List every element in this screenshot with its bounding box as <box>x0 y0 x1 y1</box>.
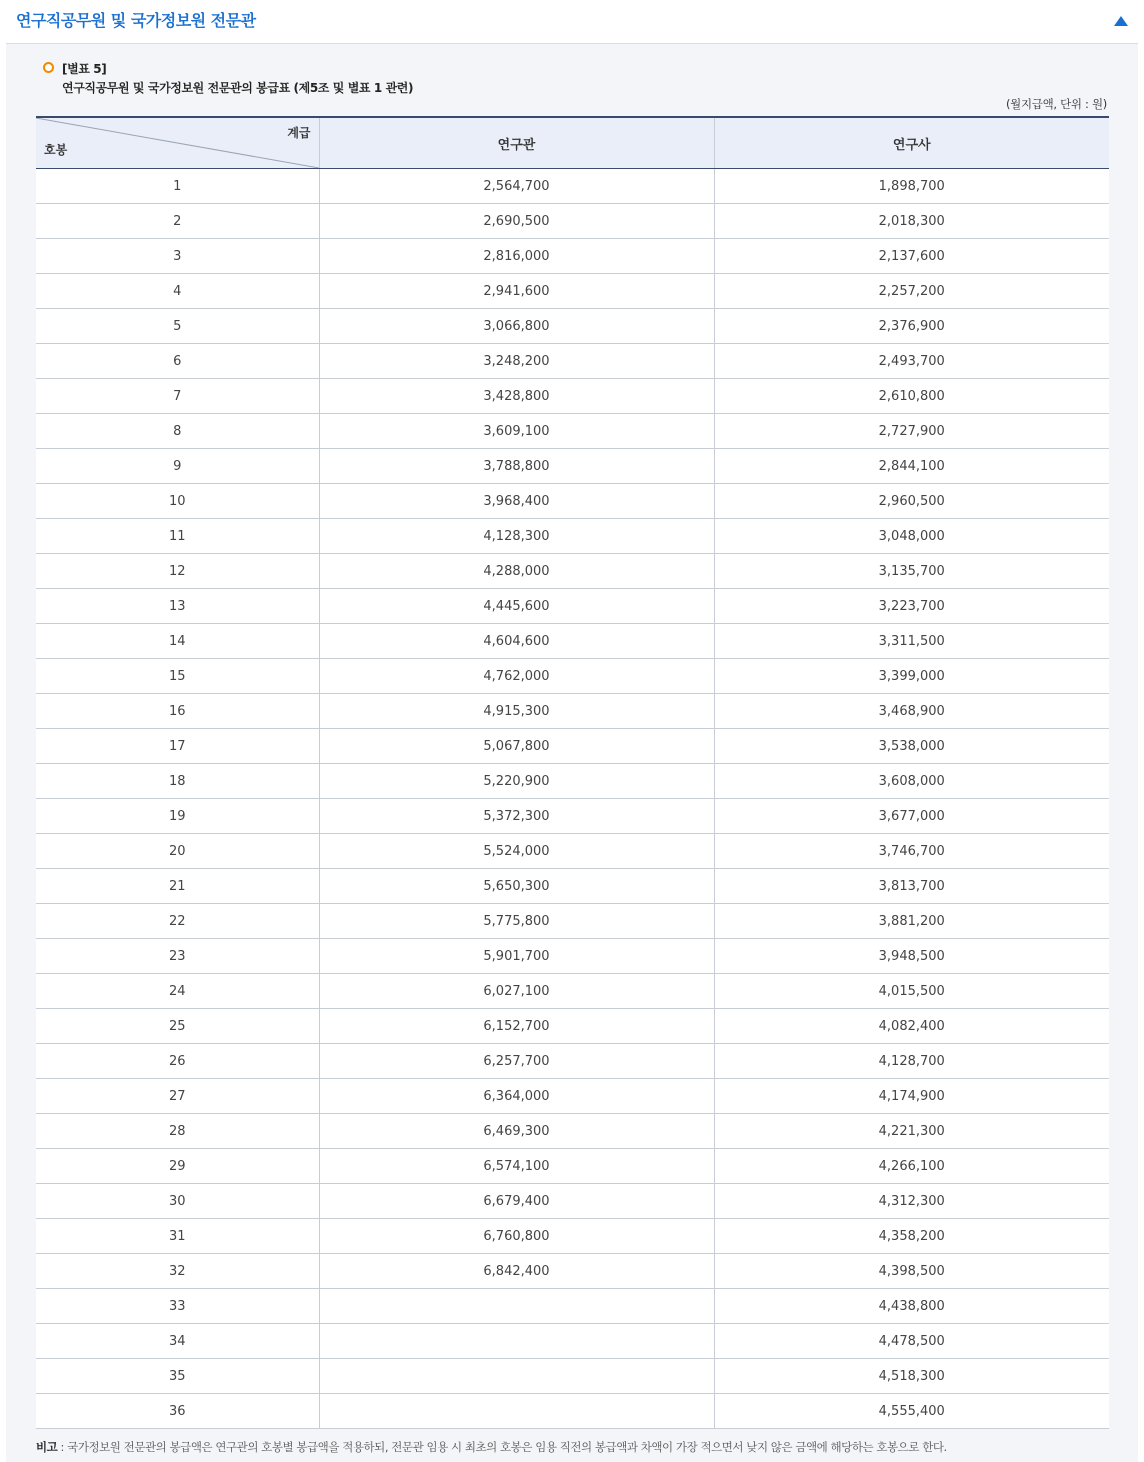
assistant-salary-cell: 2,610,800 <box>714 379 1109 414</box>
table-row <box>36 1359 1109 1394</box>
step-cell: 10 <box>36 484 319 519</box>
salary-table-body <box>36 169 1109 1429</box>
researcher-salary-cell: 4,915,300 <box>319 694 714 729</box>
assistant-salary-cell: 4,555,400 <box>714 1394 1109 1429</box>
corner-label-step: 호봉 <box>44 143 68 157</box>
accordion-header[interactable] <box>6 0 1138 44</box>
researcher-salary-cell: 4,762,000 <box>319 659 714 694</box>
step-cell: 5 <box>36 309 319 344</box>
step-cell: 2 <box>36 204 319 239</box>
assistant-salary-cell: 3,881,200 <box>714 904 1109 939</box>
step-cell: 34 <box>36 1324 319 1359</box>
assistant-salary-cell: 2,137,600 <box>714 239 1109 274</box>
step-cell: 26 <box>36 1044 319 1079</box>
table-row <box>36 694 1109 729</box>
corner-label-grade: 계급 <box>287 126 311 140</box>
step-cell: 17 <box>36 729 319 764</box>
researcher-salary-cell <box>319 1289 714 1324</box>
assistant-salary-cell: 2,727,900 <box>714 414 1109 449</box>
table-row <box>36 1394 1109 1429</box>
step-cell: 9 <box>36 449 319 484</box>
table-row <box>36 274 1109 309</box>
step-cell: 31 <box>36 1219 319 1254</box>
assistant-salary-cell: 3,948,500 <box>714 939 1109 974</box>
step-cell: 20 <box>36 834 319 869</box>
table-row <box>36 1044 1109 1079</box>
step-cell: 13 <box>36 589 319 624</box>
assistant-salary-cell: 3,135,700 <box>714 554 1109 589</box>
researcher-salary-cell: 3,609,100 <box>319 414 714 449</box>
researcher-salary-cell <box>319 1394 714 1429</box>
researcher-salary-cell: 4,128,300 <box>319 519 714 554</box>
table-row <box>36 204 1109 239</box>
collapse-toggle-button[interactable] <box>1114 14 1128 28</box>
table-row <box>36 1219 1109 1254</box>
salary-table <box>36 116 1109 1429</box>
step-cell: 14 <box>36 624 319 659</box>
table-row <box>36 834 1109 869</box>
table-row <box>36 589 1109 624</box>
assistant-salary-cell: 4,015,500 <box>714 974 1109 1009</box>
assistant-salary-cell: 3,468,900 <box>714 694 1109 729</box>
researcher-salary-cell: 6,152,700 <box>319 1009 714 1044</box>
table-row <box>36 1324 1109 1359</box>
step-cell: 8 <box>36 414 319 449</box>
step-cell: 19 <box>36 799 319 834</box>
assistant-salary-cell: 2,018,300 <box>714 204 1109 239</box>
section-title: 연구직공무원 및 국가정보원 전문관 <box>16 11 256 30</box>
step-cell: 1 <box>36 169 319 204</box>
step-cell: 23 <box>36 939 319 974</box>
diagonal-divider <box>36 118 319 168</box>
table-row <box>36 974 1109 1009</box>
remark-label: 비고 <box>36 1440 58 1454</box>
step-cell: 12 <box>36 554 319 589</box>
researcher-salary-cell: 3,248,200 <box>319 344 714 379</box>
researcher-salary-cell: 5,372,300 <box>319 799 714 834</box>
table-row <box>36 659 1109 694</box>
remark-note <box>36 1439 947 1455</box>
step-cell: 25 <box>36 1009 319 1044</box>
step-cell: 21 <box>36 869 319 904</box>
table-row <box>36 169 1109 204</box>
column-header-researcher: 연구관 <box>319 117 714 169</box>
table-row <box>36 239 1109 274</box>
table-row <box>36 869 1109 904</box>
assistant-salary-cell: 4,082,400 <box>714 1009 1109 1044</box>
assistant-salary-cell: 3,813,700 <box>714 869 1109 904</box>
researcher-salary-cell: 6,469,300 <box>319 1114 714 1149</box>
assistant-salary-cell: 4,312,300 <box>714 1184 1109 1219</box>
assistant-salary-cell: 2,493,700 <box>714 344 1109 379</box>
researcher-salary-cell: 5,067,800 <box>319 729 714 764</box>
assistant-salary-cell: 4,174,900 <box>714 1079 1109 1114</box>
assistant-salary-cell: 3,608,000 <box>714 764 1109 799</box>
step-cell: 29 <box>36 1149 319 1184</box>
table-row <box>36 309 1109 344</box>
step-cell: 11 <box>36 519 319 554</box>
researcher-salary-cell: 6,760,800 <box>319 1219 714 1254</box>
table-row <box>36 1009 1109 1044</box>
step-cell: 6 <box>36 344 319 379</box>
table-row <box>36 449 1109 484</box>
table-row <box>36 1184 1109 1219</box>
step-cell: 16 <box>36 694 319 729</box>
researcher-salary-cell: 6,027,100 <box>319 974 714 1009</box>
researcher-salary-cell: 3,788,800 <box>319 449 714 484</box>
researcher-salary-cell: 5,220,900 <box>319 764 714 799</box>
step-cell: 28 <box>36 1114 319 1149</box>
caption-label: [별표 5] <box>62 62 107 76</box>
corner-header-cell <box>36 117 319 169</box>
step-cell: 36 <box>36 1394 319 1429</box>
researcher-salary-cell: 2,816,000 <box>319 239 714 274</box>
unit-note: (월지급액, 단위 : 원) <box>1005 97 1107 111</box>
table-row <box>36 1114 1109 1149</box>
assistant-salary-cell: 4,518,300 <box>714 1359 1109 1394</box>
step-cell: 4 <box>36 274 319 309</box>
assistant-salary-cell: 3,399,000 <box>714 659 1109 694</box>
table-row <box>36 939 1109 974</box>
assistant-salary-cell: 4,128,700 <box>714 1044 1109 1079</box>
assistant-salary-cell: 4,398,500 <box>714 1254 1109 1289</box>
table-row <box>36 729 1109 764</box>
researcher-salary-cell: 4,604,600 <box>319 624 714 659</box>
table-row <box>36 1079 1109 1114</box>
researcher-salary-cell: 2,941,600 <box>319 274 714 309</box>
step-cell: 33 <box>36 1289 319 1324</box>
researcher-salary-cell: 4,288,000 <box>319 554 714 589</box>
assistant-salary-cell: 4,438,800 <box>714 1289 1109 1324</box>
assistant-salary-cell: 1,898,700 <box>714 169 1109 204</box>
content-panel <box>6 44 1138 1462</box>
assistant-salary-cell: 4,266,100 <box>714 1149 1109 1184</box>
table-row <box>36 799 1109 834</box>
table-row <box>36 379 1109 414</box>
assistant-salary-cell: 3,538,000 <box>714 729 1109 764</box>
assistant-salary-cell: 4,478,500 <box>714 1324 1109 1359</box>
remark-text: : 국가정보원 전문관의 봉급액은 연구관의 호봉별 봉급액을 적용하되, 전문관 임용 시 최초의 호봉은 임용 직전의 봉급액과 차액이 가장 적으면서 낮지 않은 금액에 해당하는 호봉으로 한다. <box>57 1440 947 1454</box>
assistant-salary-cell: 2,844,100 <box>714 449 1109 484</box>
researcher-salary-cell: 6,842,400 <box>319 1254 714 1289</box>
assistant-salary-cell: 3,311,500 <box>714 624 1109 659</box>
assistant-salary-cell: 2,257,200 <box>714 274 1109 309</box>
step-cell: 7 <box>36 379 319 414</box>
researcher-salary-cell <box>319 1324 714 1359</box>
step-cell: 22 <box>36 904 319 939</box>
table-row <box>36 904 1109 939</box>
step-cell: 24 <box>36 974 319 1009</box>
table-row <box>36 344 1109 379</box>
researcher-salary-cell: 5,524,000 <box>319 834 714 869</box>
assistant-salary-cell: 4,358,200 <box>714 1219 1109 1254</box>
assistant-salary-cell: 4,221,300 <box>714 1114 1109 1149</box>
table-row <box>36 519 1109 554</box>
table-row <box>36 624 1109 659</box>
assistant-salary-cell: 3,048,000 <box>714 519 1109 554</box>
table-row <box>36 1289 1109 1324</box>
step-cell: 35 <box>36 1359 319 1394</box>
step-cell: 3 <box>36 239 319 274</box>
step-cell: 27 <box>36 1079 319 1114</box>
researcher-salary-cell: 3,968,400 <box>319 484 714 519</box>
table-row <box>36 414 1109 449</box>
researcher-salary-cell: 6,364,000 <box>319 1079 714 1114</box>
column-header-assistant-researcher: 연구사 <box>714 117 1109 169</box>
researcher-salary-cell: 6,574,100 <box>319 1149 714 1184</box>
researcher-salary-cell <box>319 1359 714 1394</box>
assistant-salary-cell: 2,376,900 <box>714 309 1109 344</box>
caption-title: 연구직공무원 및 국가정보원 전문관의 봉급표 (제5조 및 별표 1 관련) <box>62 81 414 95</box>
researcher-salary-cell: 2,564,700 <box>319 169 714 204</box>
step-cell: 18 <box>36 764 319 799</box>
circle-bullet-icon <box>43 62 54 73</box>
table-row <box>36 1149 1109 1184</box>
researcher-salary-cell: 5,650,300 <box>319 869 714 904</box>
triangle-up-icon <box>1114 16 1128 26</box>
assistant-salary-cell: 3,677,000 <box>714 799 1109 834</box>
researcher-salary-cell: 3,428,800 <box>319 379 714 414</box>
researcher-salary-cell: 6,257,700 <box>319 1044 714 1079</box>
table-row <box>36 1254 1109 1289</box>
step-cell: 32 <box>36 1254 319 1289</box>
assistant-salary-cell: 3,746,700 <box>714 834 1109 869</box>
step-cell: 15 <box>36 659 319 694</box>
researcher-salary-cell: 3,066,800 <box>319 309 714 344</box>
researcher-salary-cell: 2,690,500 <box>319 204 714 239</box>
researcher-salary-cell: 5,901,700 <box>319 939 714 974</box>
table-row <box>36 764 1109 799</box>
assistant-salary-cell: 3,223,700 <box>714 589 1109 624</box>
researcher-salary-cell: 5,775,800 <box>319 904 714 939</box>
researcher-salary-cell: 6,679,400 <box>319 1184 714 1219</box>
step-cell: 30 <box>36 1184 319 1219</box>
assistant-salary-cell: 2,960,500 <box>714 484 1109 519</box>
table-row <box>36 554 1109 589</box>
table-header-row <box>36 117 1109 169</box>
table-row <box>36 484 1109 519</box>
researcher-salary-cell: 4,445,600 <box>319 589 714 624</box>
